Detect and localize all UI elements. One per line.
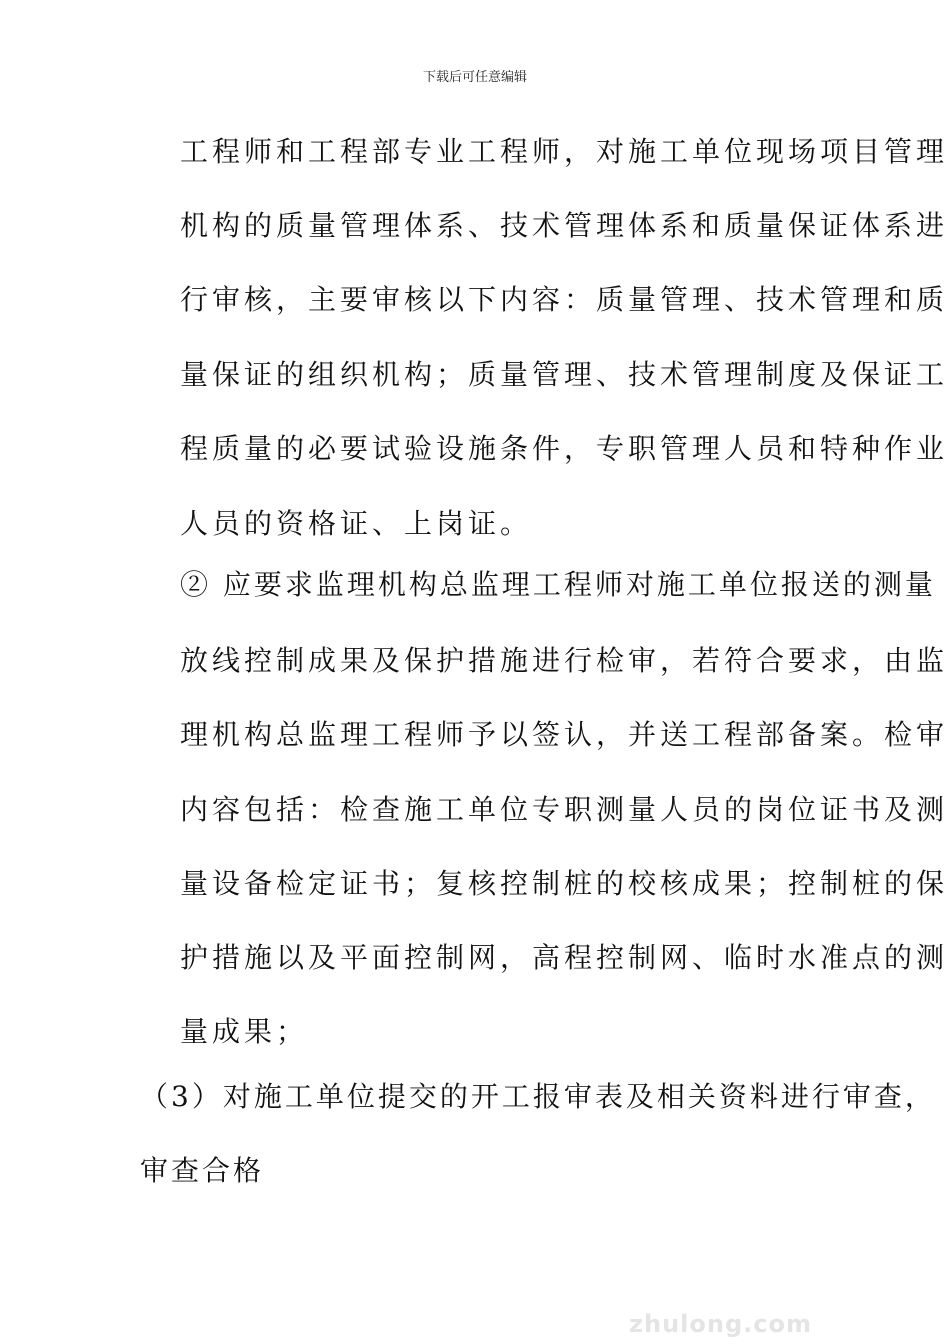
- body-line-4: 量保证的组织机构；质量管理、技术管理制度及保证工: [180, 358, 949, 391]
- body-line-14: （3）对施工单位提交的开工报审表及相关资料进行审查，: [140, 1080, 936, 1113]
- body-line-11: 量设备检定证书；复核控制桩的校核成果；控制桩的保: [180, 867, 949, 900]
- watermark-logo: zhulong.com: [629, 1310, 812, 1338]
- body-line-9: 理机构总监理工程师予以签认，并送工程部备案。检审: [180, 718, 949, 751]
- body-line-5: 程质量的必要试验设施条件，专职管理人员和特种作业: [180, 432, 949, 465]
- body-line-10: 内容包括：检查施工单位专职测量人员的岗位证书及测: [180, 793, 949, 826]
- body-line-7: ② 应要求监理机构总监理工程师对施工单位报送的测量: [180, 568, 936, 601]
- body-line-12: 护措施以及平面控制网，高程控制网、临时水准点的测: [180, 941, 949, 974]
- page-header-note: 下载后可任意编辑: [422, 70, 527, 85]
- body-line-8: 放线控制成果及保护措施进行检审，若符合要求，由监: [180, 644, 949, 677]
- body-line-1: 工程师和工程部专业工程师，对施工单位现场项目管理: [180, 135, 949, 168]
- body-line-6: 人员的资格证、上岗证。: [180, 507, 533, 540]
- body-line-2: 机构的质量管理体系、技术管理体系和质量保证体系进: [180, 209, 949, 242]
- body-line-13: 量成果；: [180, 1015, 309, 1048]
- body-line-15: 审查合格: [140, 1154, 265, 1187]
- body-line-3: 行审核，主要审核以下内容：质量管理、技术管理和质: [180, 283, 949, 316]
